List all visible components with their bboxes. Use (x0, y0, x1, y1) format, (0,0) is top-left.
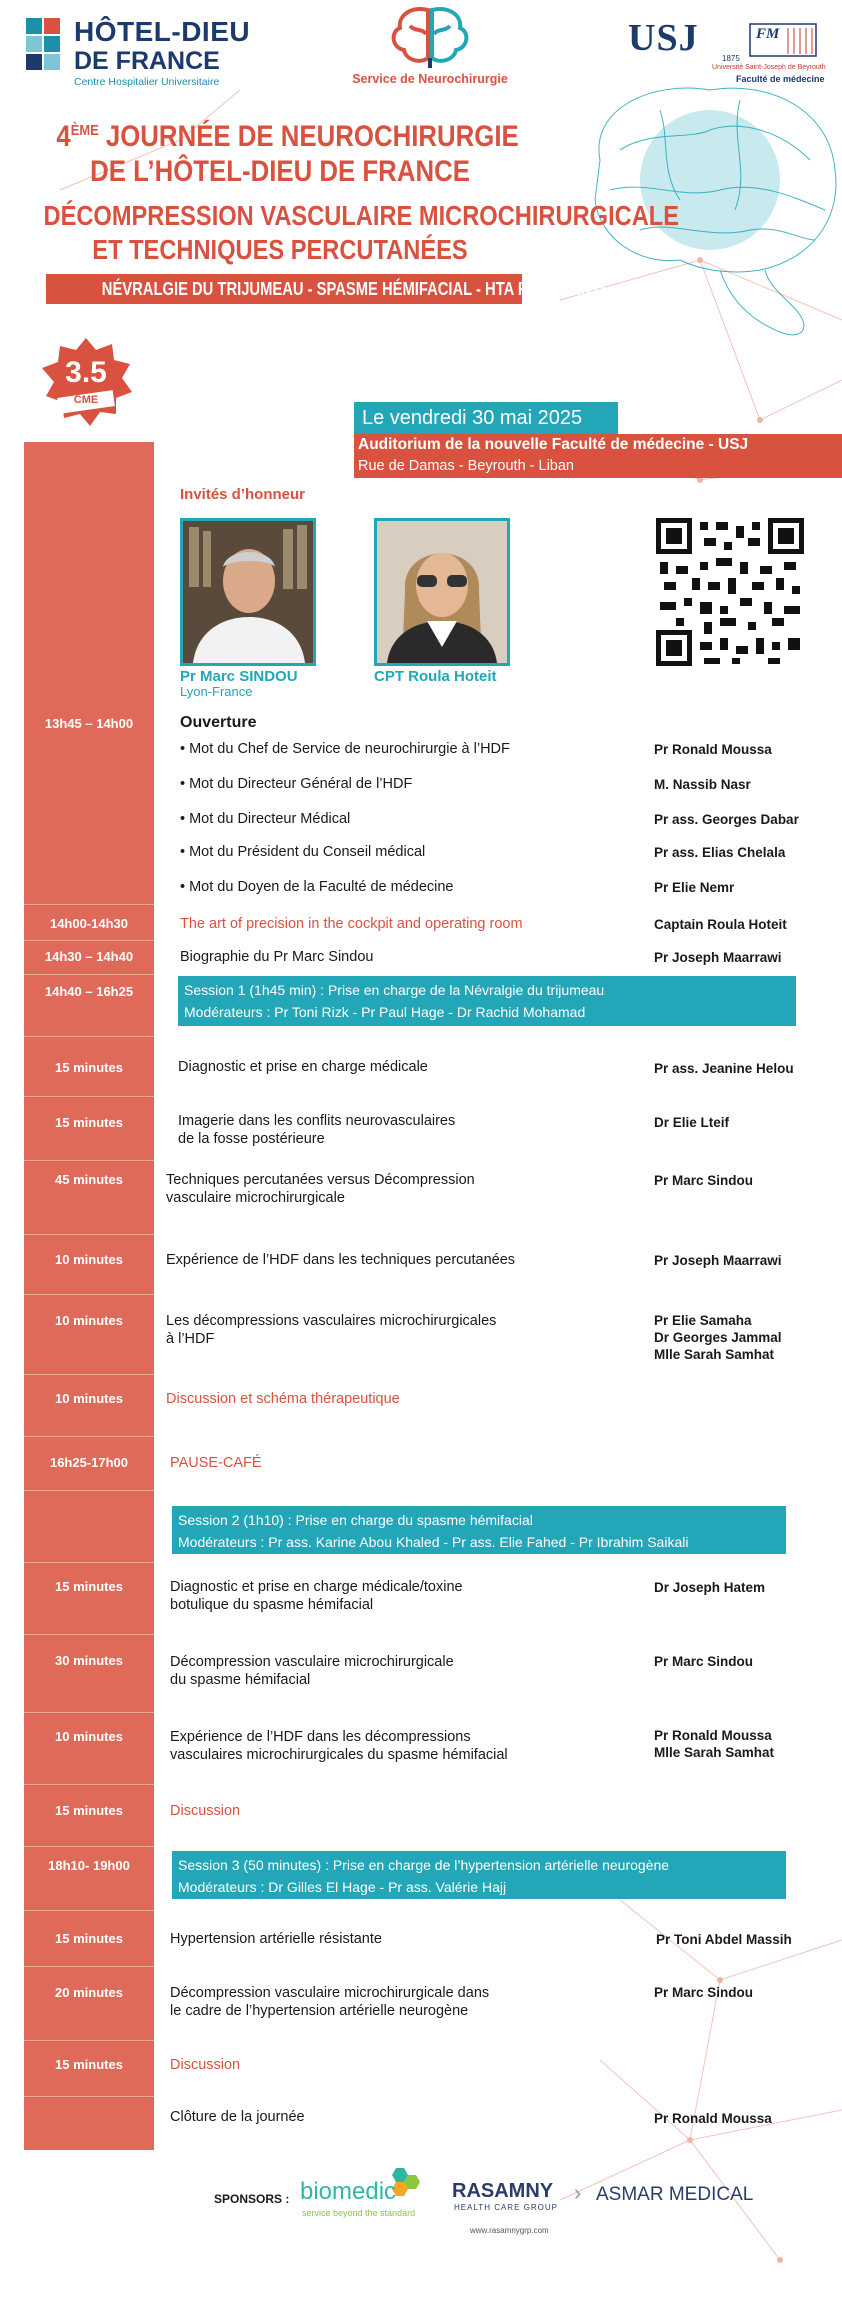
timeline-separator (24, 1234, 154, 1235)
timeline-separator (24, 1634, 154, 1635)
talk-title-cont: vasculaires microchirurgicales du spasme hémifacial (170, 1747, 508, 1763)
usj-year: 1875 (722, 54, 740, 63)
talk-speaker: Pr Marc Sindou (654, 1173, 754, 1188)
opening-item: • Mot du Directeur Général de l’HDF (180, 776, 413, 792)
timeline-separator (24, 940, 154, 941)
talk-speaker: Mlle Sarah Samhat (654, 1347, 775, 1362)
opening-item: • Mot du Directeur Médical (180, 811, 351, 827)
time-r10: 15 minutes (55, 1579, 123, 1594)
event-title-line2: DE L’HÔTEL-DIEU DE FRANCE (90, 155, 470, 188)
logo-square-icon (26, 18, 42, 34)
talk-title: Les décompressions vasculaires microchirurgicales (166, 1313, 497, 1329)
logo-square-icon (44, 36, 60, 52)
sponsor-url[interactable]: www.rasamnygrp.com (470, 2226, 549, 2235)
topics-text: NÉVRALGIE DU TRIJUMEAU - SPASME HÉMIFACIAL - HTA RÉSISTANTE (101, 279, 611, 299)
event-venue-box (354, 434, 842, 478)
timeline-separator (24, 1966, 154, 1967)
time-r2: 14h30 – 14h40 (44, 949, 134, 964)
biomedic-name: biomedic (300, 2178, 397, 2205)
usj-logo (628, 16, 828, 84)
opening-item: • Mot du Doyen de la Faculté de médecine (180, 879, 454, 895)
event-subtitle-line1: DÉCOMPRESSION VASCULAIRE MICROCHIRURGICALE (43, 200, 680, 231)
chevron-right-icon: › (574, 2180, 582, 2205)
cme-value: 3.5 (65, 356, 107, 389)
usj-title: USJ (628, 17, 699, 59)
usj-subtitle: Université Saint-Joseph de Beyrouth (712, 64, 826, 71)
session3-moderators: Modérateurs : Dr Gilles El Hage - Pr ass. Valérie Hajj (178, 1879, 507, 1895)
talk-speaker: Pr ass. Jeanine Helou (654, 1061, 794, 1076)
guest1-name: Pr Marc SINDOU (180, 668, 298, 685)
time-r14: 15 minutes (55, 1931, 123, 1946)
title-rest: JOURNÉE DE NEUROCHIRURGIE (98, 120, 519, 153)
talk-speaker: Dr Elie Lteif (654, 1115, 730, 1130)
time-r9: 16h25-17h00 (49, 1455, 129, 1470)
topics-banner (46, 274, 611, 304)
time-r11: 30 minutes (55, 1653, 123, 1668)
talk-speaker: Pr Joseph Maarrawi (654, 1253, 782, 1268)
logo-square-icon (44, 54, 60, 70)
talk-title-cont: le cadre de l’hypertension artérielle neurogène (170, 2003, 469, 2019)
talk-title: Expérience de l’HDF dans les techniques percutanées (166, 1252, 516, 1268)
session1-header (178, 976, 796, 1026)
time-r15: 20 minutes (55, 1985, 123, 2000)
event-subtitle-line2: ET TECHNIQUES PERCUTANÉES (92, 234, 468, 265)
talk-title: Décompression vasculaire microchirurgicale dans (170, 1985, 490, 2001)
usj-faculty: Faculté de médecine (736, 74, 825, 84)
opening-speaker: Pr Ronald Moussa (654, 742, 772, 757)
timeline-separator (24, 2096, 154, 2097)
talk-title: Décompression vasculaire microchirurgicale (170, 1654, 454, 1670)
talk-speaker: Pr Marc Sindou (654, 1985, 754, 2000)
time-r1: 14h00-14h30 (49, 916, 129, 931)
guest2-portrait-icon (377, 521, 507, 663)
opening-title: Ouverture (180, 714, 257, 731)
timeline-separator (24, 904, 154, 905)
opening-item: • Mot du Chef de Service de neurochirurgie à l’HDF (180, 741, 510, 757)
opening-speaker: Pr ass. Elias Chelala (654, 845, 786, 860)
talk-speaker: Mlle Sarah Samhat (654, 1745, 775, 1760)
time-r5: 45 minutes (55, 1172, 123, 1187)
cme-unit: CME (73, 394, 99, 406)
talk-title-cont: de la fosse postérieure (178, 1131, 325, 1147)
timeline-separator (24, 2040, 154, 2041)
talk-speaker: Dr Georges Jammal (654, 1330, 782, 1345)
discussion-title: Discussion (170, 2057, 241, 2073)
closing-speaker: Pr Ronald Moussa (654, 2111, 772, 2126)
talk-speaker: Pr Ronald Moussa (654, 1728, 772, 1743)
timeline-separator (24, 1374, 154, 1375)
hdf-subtitle: Centre Hospitalier Universitaire (74, 76, 220, 88)
talk-speaker: Pr Joseph Maarrawi (654, 950, 782, 965)
time-r6: 10 minutes (55, 1252, 123, 1267)
logo-square-icon (44, 18, 60, 34)
timeline-separator (24, 1036, 154, 1037)
talk-title: Biographie du Pr Marc Sindou (180, 949, 374, 965)
time-r4: 15 minutes (55, 1115, 123, 1130)
time-r7: 10 minutes (55, 1313, 123, 1328)
event-title-line1 (56, 120, 519, 154)
asmar-name: ASMAR MEDICAL (596, 2184, 754, 2205)
timeline-separator (24, 1490, 154, 1491)
talk-speaker: Captain Roula Hoteit (654, 917, 787, 932)
guests-label: Invités d’honneur (180, 486, 306, 503)
sponsor-asmar[interactable] (596, 2176, 776, 2216)
title-number: 4 (56, 120, 71, 153)
guest1-photo (180, 518, 316, 666)
talk-title-cont: du spasme hémifacial (170, 1672, 311, 1688)
guest2-photo (374, 518, 510, 666)
talk-speaker: Pr Elie Samaha (654, 1313, 752, 1328)
time-r8: 10 minutes (55, 1391, 123, 1406)
time-r13: 15 minutes (55, 1803, 123, 1818)
time-s1: 14h40 – 16h25 (44, 984, 134, 999)
session3-header (172, 1851, 786, 1899)
talk-title: The art of precision in the cockpit and operating room (180, 916, 523, 932)
session1-moderators: Modérateurs : Pr Toni Rizk - Pr Paul Hage - Dr Rachid Mohamad (184, 1004, 586, 1020)
neurosurgery-logo (340, 2, 520, 92)
rasamny-name: RASAMNY (452, 2180, 554, 2202)
guest1-location: Lyon-France (180, 684, 253, 699)
talk-speaker: Pr Marc Sindou (654, 1654, 754, 1669)
guest2-name: CPT Roula Hoteit (374, 668, 497, 685)
timeline-separator (24, 1436, 154, 1437)
hotel-dieu-logo (26, 16, 251, 88)
session2-moderators: Modérateurs : Pr ass. Karine Abou Khaled - Pr ass. Elie Fahed - Pr Ibrahim Saikali (178, 1534, 689, 1550)
session1-title: Session 1 (1h45 min) : Prise en charge de la Névralgie du trijumeau (184, 982, 605, 998)
biomedic-tagline: service beyond the standard (302, 2208, 416, 2218)
session3-title: Session 3 (50 minutes) : Prise en charge de l’hypertension artérielle neurogène (178, 1857, 670, 1873)
sponsors-label: SPONSORS : (214, 2192, 290, 2206)
talk-title: Expérience de l’HDF dans les décompressions (170, 1729, 471, 1745)
talk-title: Techniques percutanées versus Décompression (166, 1172, 475, 1188)
timeline-bar (24, 442, 154, 2150)
hdf-name-line2: DE FRANCE (74, 47, 220, 75)
time-s3: 18h10- 19h00 (48, 1858, 130, 1873)
logo-square-icon (26, 36, 42, 52)
neurosurgery-label: Service de Neurochirurgie (352, 72, 508, 86)
title-superscript: ÈME (70, 122, 99, 139)
rasamny-subtitle: HEALTH CARE GROUP (454, 2203, 558, 2212)
timeline-separator (24, 1784, 154, 1785)
timeline-separator (24, 974, 154, 975)
talk-title-cont: vasculaire microchirurgicale (166, 1190, 345, 1206)
sponsor-rasamny[interactable] (452, 2176, 572, 2216)
session2-title: Session 2 (1h10) : Prise en charge du spasme hémifacial (178, 1512, 533, 1528)
time-r12: 10 minutes (55, 1729, 123, 1744)
talk-title: Imagerie dans les conflits neurovasculaires (178, 1113, 456, 1129)
timeline-separator (24, 1562, 154, 1563)
talk-title-cont: à l’HDF (166, 1331, 215, 1347)
talk-speaker: Pr Toni Abdel Massih (656, 1932, 792, 1947)
coffee-break: PAUSE-CAFÉ (170, 1455, 262, 1471)
brain-logo-icon (340, 2, 520, 70)
timeline-separator (24, 1712, 154, 1713)
qr-code[interactable] (656, 518, 804, 666)
guest1-portrait-icon (183, 521, 313, 663)
talk-title: Diagnostic et prise en charge médicale/toxine (170, 1579, 463, 1595)
opening-speaker: M. Nassib Nasr (654, 777, 751, 792)
event-venue: Auditorium de la nouvelle Faculté de médecine - USJ (358, 436, 749, 453)
talk-title: Diagnostic et prise en charge médicale (178, 1059, 428, 1075)
timeline-separator (24, 1846, 154, 1847)
talk-title: Hypertension artérielle résistante (170, 1931, 382, 1947)
timeline-separator (24, 1910, 154, 1911)
sponsor-biomedic[interactable] (300, 2166, 430, 2222)
talk-speaker: Dr Joseph Hatem (654, 1580, 766, 1595)
closing-title: Clôture de la journée (170, 2109, 305, 2125)
opening-speaker: Pr ass. Georges Dabar (654, 812, 799, 827)
session2-header (172, 1506, 786, 1554)
time-r16: 15 minutes (55, 2057, 123, 2072)
opening-item: • Mot du Président du Conseil médical (180, 844, 426, 860)
timeline-separator (24, 1294, 154, 1295)
discussion-title: Discussion (170, 1803, 241, 1819)
usj-fm-mark: FM (756, 26, 780, 42)
timeline-separator (24, 1096, 154, 1097)
talk-title-cont: botulique du spasme hémifacial (170, 1597, 374, 1613)
opening-speaker: Pr Elie Nemr (654, 880, 735, 895)
cme-badge (40, 336, 132, 428)
time-r3: 15 minutes (55, 1060, 123, 1075)
time-opening: 13h45 – 14h00 (44, 716, 134, 731)
discussion-title: Discussion et schéma thérapeutique (166, 1391, 400, 1407)
event-address: Rue de Damas - Beyrouth - Liban (358, 458, 574, 474)
hdf-name-line1: HÔTEL-DIEU (74, 16, 251, 47)
event-date: Le vendredi 30 mai 2025 (354, 402, 618, 434)
logo-square-icon (26, 54, 42, 70)
timeline-separator (24, 1160, 154, 1161)
